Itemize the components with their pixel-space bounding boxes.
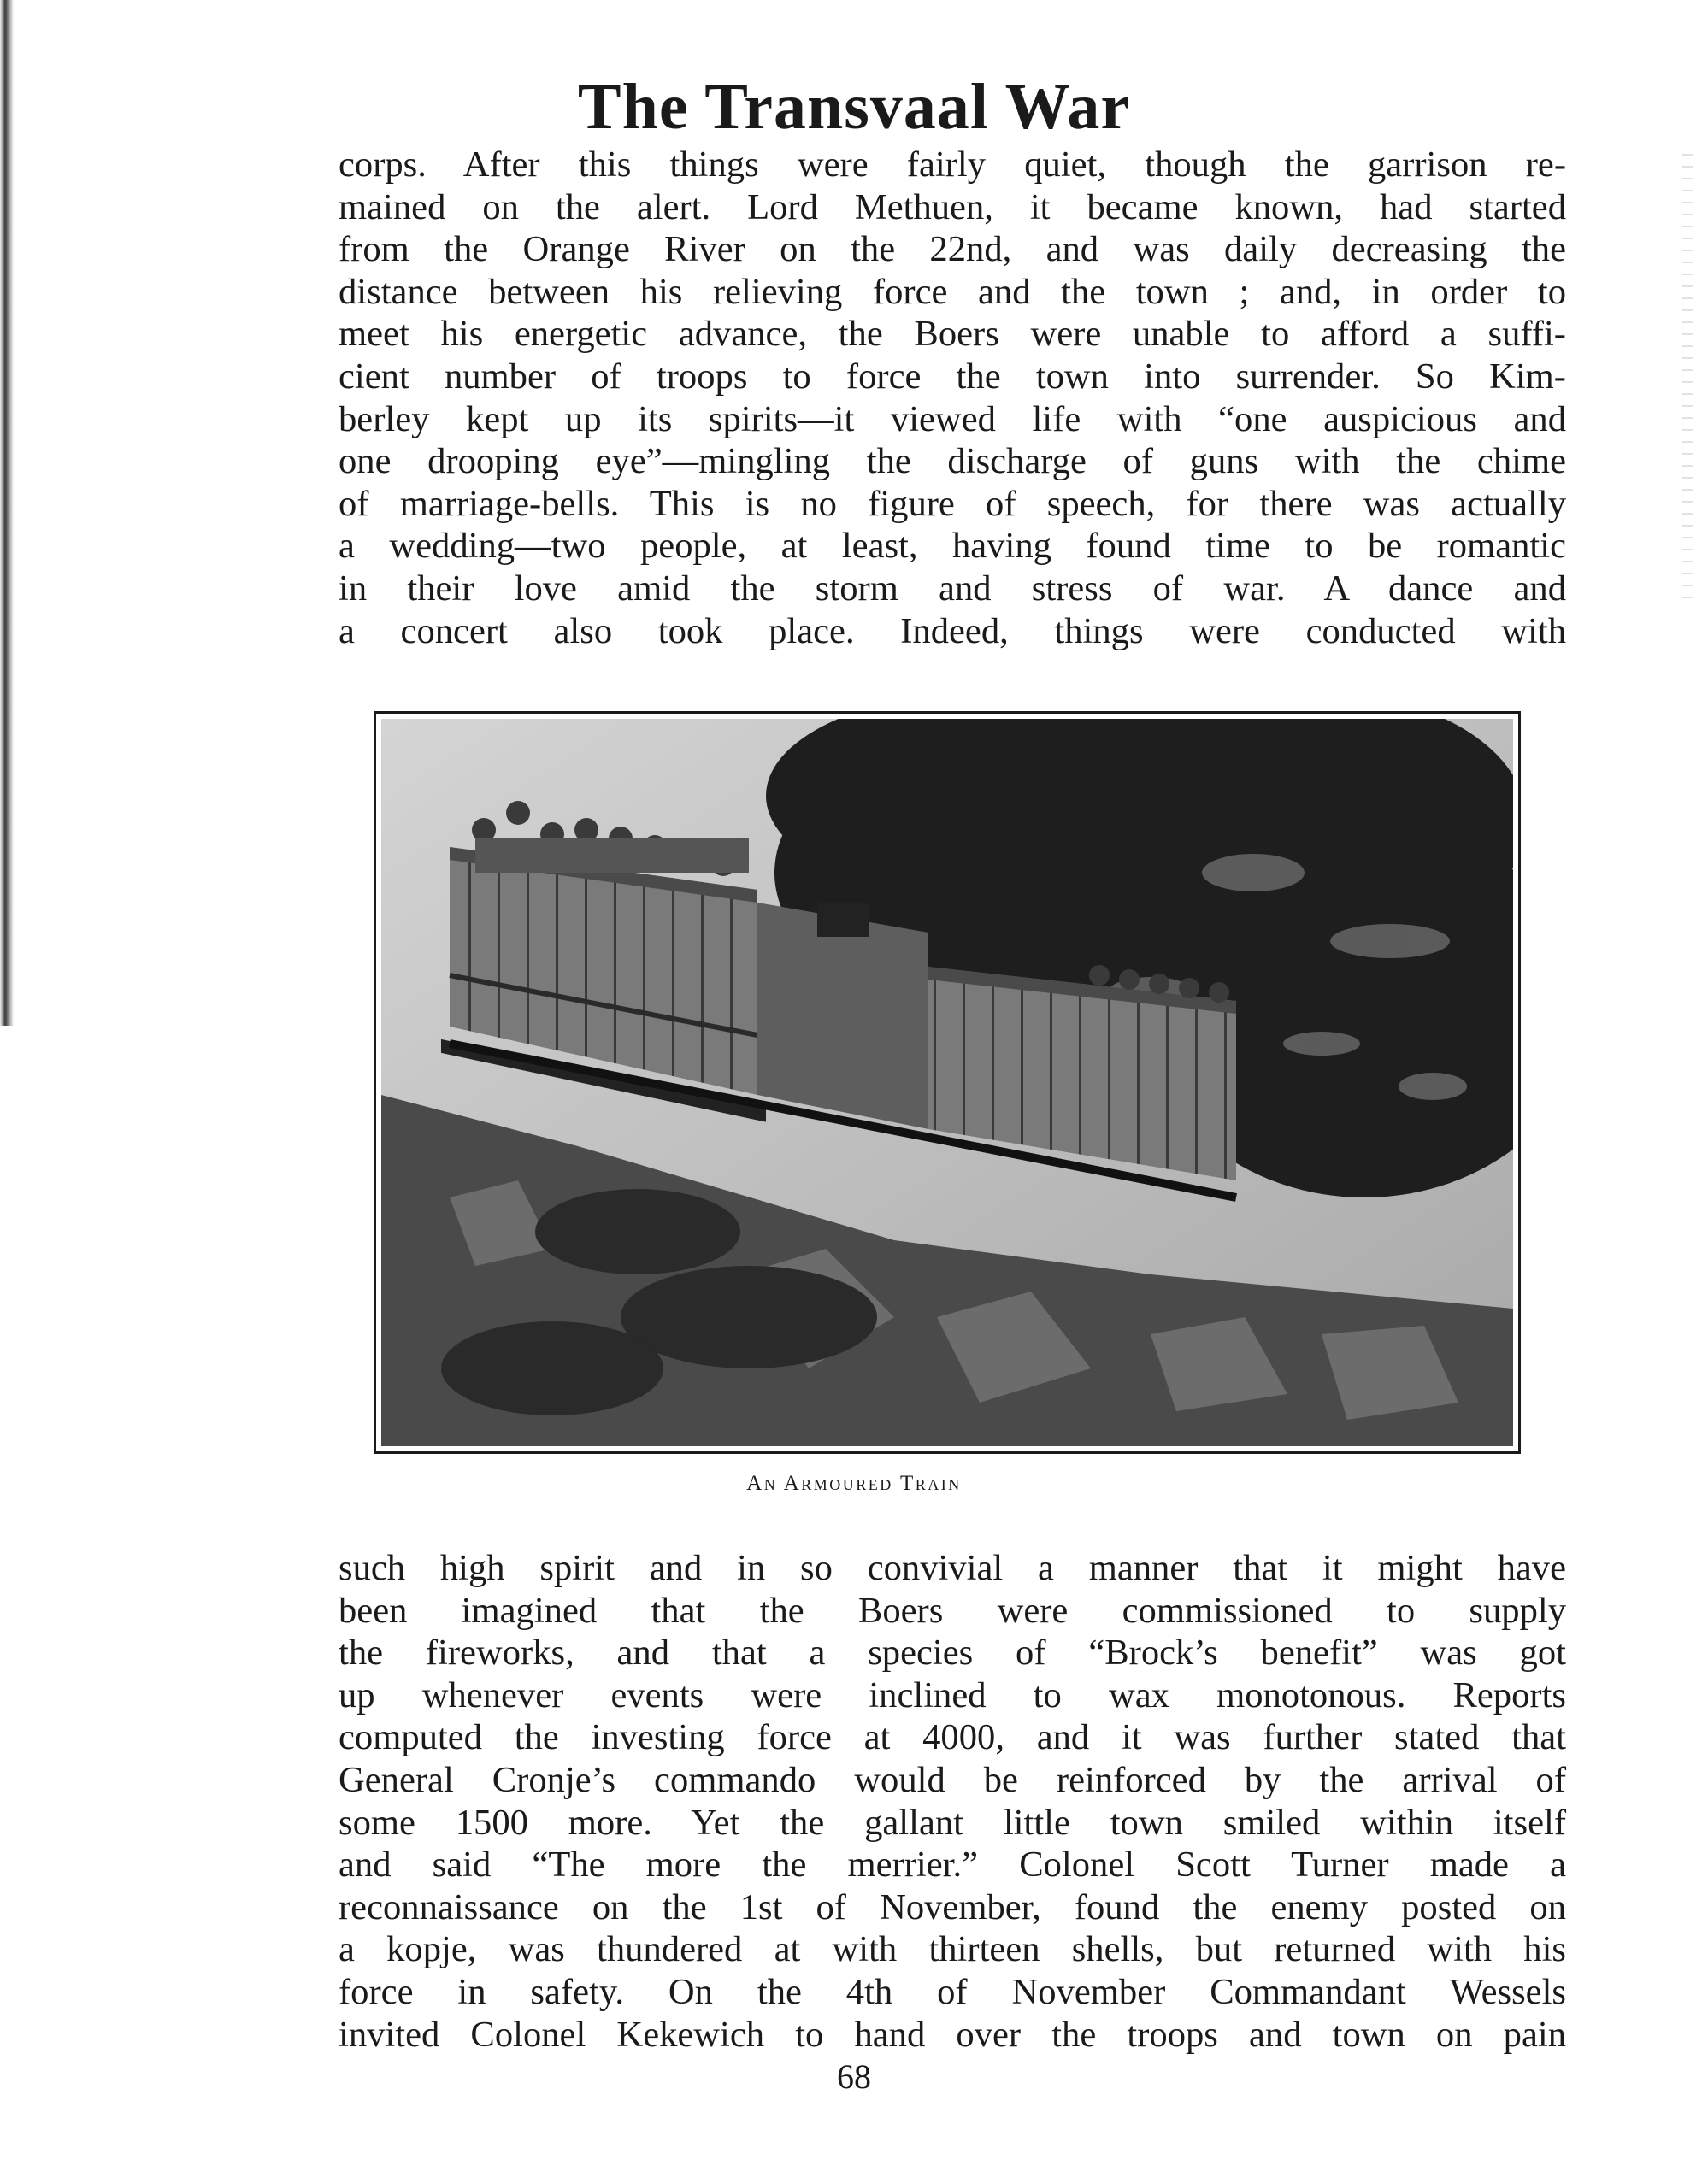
text-line: the fireworks, and that a species of “Brock’s benefit” was got <box>339 1633 1566 1674</box>
text-line: some 1500 more. Yet the gallant little town smiled within itself <box>339 1802 1566 1843</box>
text-line: a kopje, was thundered at with thirteen shells, but returned with his <box>339 1929 1566 1970</box>
text-line: been imagined that the Boers were commissioned to supply <box>339 1590 1566 1631</box>
text-line: from the Orange River on the 22nd, and was daily decreasing the <box>339 229 1566 270</box>
text-line: mained on the alert. Lord Methuen, it became known, had started <box>339 186 1566 227</box>
text-line: a concert also took place. Indeed, things were conducted with <box>339 610 1566 651</box>
text-line: corps. After this things were fairly quiet, though the garrison re- <box>339 144 1566 185</box>
scan-artifact-margin <box>1682 154 1693 598</box>
text-line: computed the investing force at 4000, and it was further stated that <box>339 1717 1566 1758</box>
text-line: meet his energetic advance, the Boers were unable to afford a suffi- <box>339 314 1566 355</box>
text-line: a wedding—two people, at least, having found time to be romantic <box>339 526 1566 567</box>
text-line: force in safety. On the 4th of November Commandant Wessels <box>339 1971 1566 2012</box>
text-line: of marriage-bells. This is no figure of speech, for there was actually <box>339 483 1566 524</box>
page-number: 68 <box>837 2057 871 2096</box>
paragraph-bottom <box>339 1547 1566 2056</box>
locomotive <box>757 903 928 1129</box>
text-line: distance between his relieving force and the town ; and, in order to <box>339 271 1566 312</box>
text-line: cient number of troops to force the town into surrender. So Kim- <box>339 356 1566 397</box>
page-binding-edge <box>0 0 14 1026</box>
text-line: invited Colonel Kekewich to hand over the troops and town on pain <box>339 2014 1566 2055</box>
paragraph-top <box>339 144 1566 652</box>
text-line: and said “The more the merrier.” Colonel Scott Turner made a <box>339 1845 1566 1886</box>
running-title: The Transvaal War <box>577 70 1131 143</box>
text-line: General Cronje’s commando would be reinforced by the arrival of <box>339 1759 1566 1800</box>
text-line: berley kept up its spirits—it viewed life with “one auspicious and <box>339 398 1566 439</box>
illustration-drawing <box>381 719 1513 1446</box>
text-line: up whenever events were inclined to wax monotonous. Reports <box>339 1674 1566 1715</box>
figure-caption: An Armoured Train <box>746 1472 962 1495</box>
armoured-train-illustration <box>374 711 1521 1454</box>
text-line: reconnaissance on the 1st of November, found the enemy posted on <box>339 1886 1566 1927</box>
text-line: one drooping eye”—mingling the discharge of guns with the chime <box>339 441 1566 482</box>
text-line: in their love amid the storm and stress of war. A dance and <box>339 568 1566 609</box>
text-line: such high spirit and in so convivial a manner that it might have <box>339 1548 1566 1588</box>
